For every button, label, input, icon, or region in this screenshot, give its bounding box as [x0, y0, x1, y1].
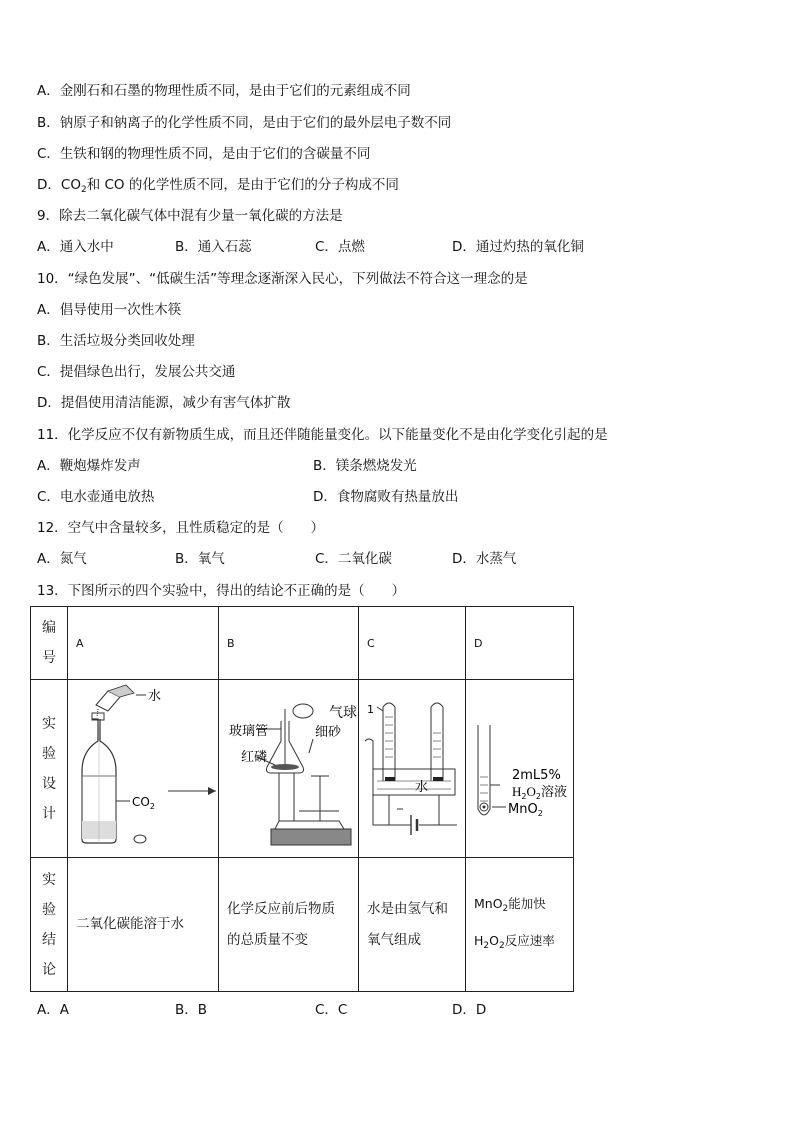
design-a — [68, 680, 219, 858]
q10-option-d: D．提倡使用清洁能源，减少有害气体扩散 — [37, 395, 291, 411]
q8-option-a: A．金刚石和石墨的物理性质不同，是由于它们的元素组成不同 — [37, 83, 411, 99]
header-d: D — [466, 607, 574, 680]
header-b: B — [219, 607, 359, 680]
q12-stem: 12．空气中含量较多，且性质稳定的是（ ） — [37, 520, 325, 536]
q10-option-c: C．提倡绿色出行，发展公共交通 — [37, 364, 236, 380]
q10-option-b: B．生活垃圾分类回收处理 — [37, 333, 195, 349]
q9-option-b: B．通入石蕊 — [175, 239, 252, 255]
design-b — [219, 680, 359, 858]
q8-option-b: B．钠原子和钠离子的化学性质不同，是由于它们的最外层电子数不同 — [37, 115, 452, 131]
experiment-table — [30, 606, 574, 992]
header-a: A — [68, 607, 219, 680]
q8-option-c: C．生铁和钢的物理性质不同，是由于它们的含碳量不同 — [37, 146, 371, 162]
q11-option-b: B．镁条燃烧发光 — [313, 458, 417, 474]
q13-option-a: A．A — [37, 1002, 69, 1018]
q11-option-a: A．鞭炮爆炸发声 — [37, 458, 141, 474]
row-label-conclusion: 实 验 结 论 — [31, 858, 68, 992]
bottle-diagram — [68, 681, 218, 857]
q12-option-c: C．二氧化碳 — [315, 551, 392, 567]
header-c: C — [359, 607, 466, 680]
q9-stem: 9．除去二氧化碳气体中混有少量一氧化碳的方法是 — [37, 208, 343, 224]
q11-option-c: C．电水壶通电放热 — [37, 489, 155, 505]
q9-option-c: C．点燃 — [315, 239, 365, 255]
conclusion-d: MnO$_2$能加快 $H_2O_2$反应速率 — [466, 858, 574, 992]
label-h2o2-solution: $H_2O_2$溶液 — [512, 783, 567, 801]
q13-stem: 13．下图所示的四个实验中，得出的结论不正确的是（ ） — [37, 583, 406, 599]
row-label-number: 编 号 — [31, 607, 68, 680]
q13-option-d: D．D — [452, 1002, 487, 1018]
design-c — [359, 680, 466, 858]
q10-option-a: A．倡导使用一次性木筷 — [37, 302, 182, 318]
label-one: 1 — [367, 702, 374, 716]
table-row-conclusion — [31, 858, 574, 992]
label-water-c: 水 — [415, 779, 429, 795]
q13-option-b: B．B — [175, 1002, 208, 1018]
label-balloon: 气球 — [329, 704, 357, 721]
electrolysis-diagram — [359, 681, 457, 857]
q12-option-b: B．氧气 — [175, 551, 225, 567]
q12-option-a: A．氮气 — [37, 551, 87, 567]
balance-diagram — [219, 681, 357, 857]
table-row-design — [31, 680, 574, 858]
table-row-number — [31, 607, 574, 680]
q13-option-c: C．C — [315, 1002, 348, 1018]
label-mno2: MnO$_2$ — [508, 801, 543, 818]
label-volume: 2mL5% — [512, 767, 561, 783]
conclusion-a: 二氧化碳能溶于水 — [68, 858, 219, 992]
row-label-design: 实 验 设 计 — [31, 680, 68, 858]
q11-stem: 11．化学反应不仅有新物质生成，而且还伴随能量变化。以下能量变化不是由化学变化引起的是 — [37, 427, 608, 443]
label-co2-a: $CO_2$ — [132, 794, 155, 811]
label-phosphorus: 红磷 — [241, 749, 268, 765]
q11-option-d: D．食物腐败有热量放出 — [313, 489, 459, 505]
design-d — [466, 680, 574, 858]
label-sand: 细砂 — [315, 724, 342, 740]
q10-stem: 10．“绿色发展”、“低碳生活”等理念逐渐深入民心，下列做法不符合这一理念的是 — [37, 271, 528, 287]
conclusion-c: 水是由氢气和 氧气组成 — [359, 858, 466, 992]
q12-option-d: D．水蒸气 — [452, 551, 517, 567]
label-glass-tube: 玻璃管 — [229, 723, 269, 739]
q9-option-a: A．通入水中 — [37, 239, 114, 255]
q8-option-d: D．$CO_2$和 CO 的化学性质不同，是由于它们的分子构成不同 — [37, 177, 399, 195]
label-water-a: 水 — [148, 688, 162, 704]
test-tube-diagram — [466, 681, 573, 857]
conclusion-b: 化学反应前后物质 的总质量不变 — [219, 858, 359, 992]
q9-option-d: D．通过灼热的氧化铜 — [452, 239, 584, 255]
